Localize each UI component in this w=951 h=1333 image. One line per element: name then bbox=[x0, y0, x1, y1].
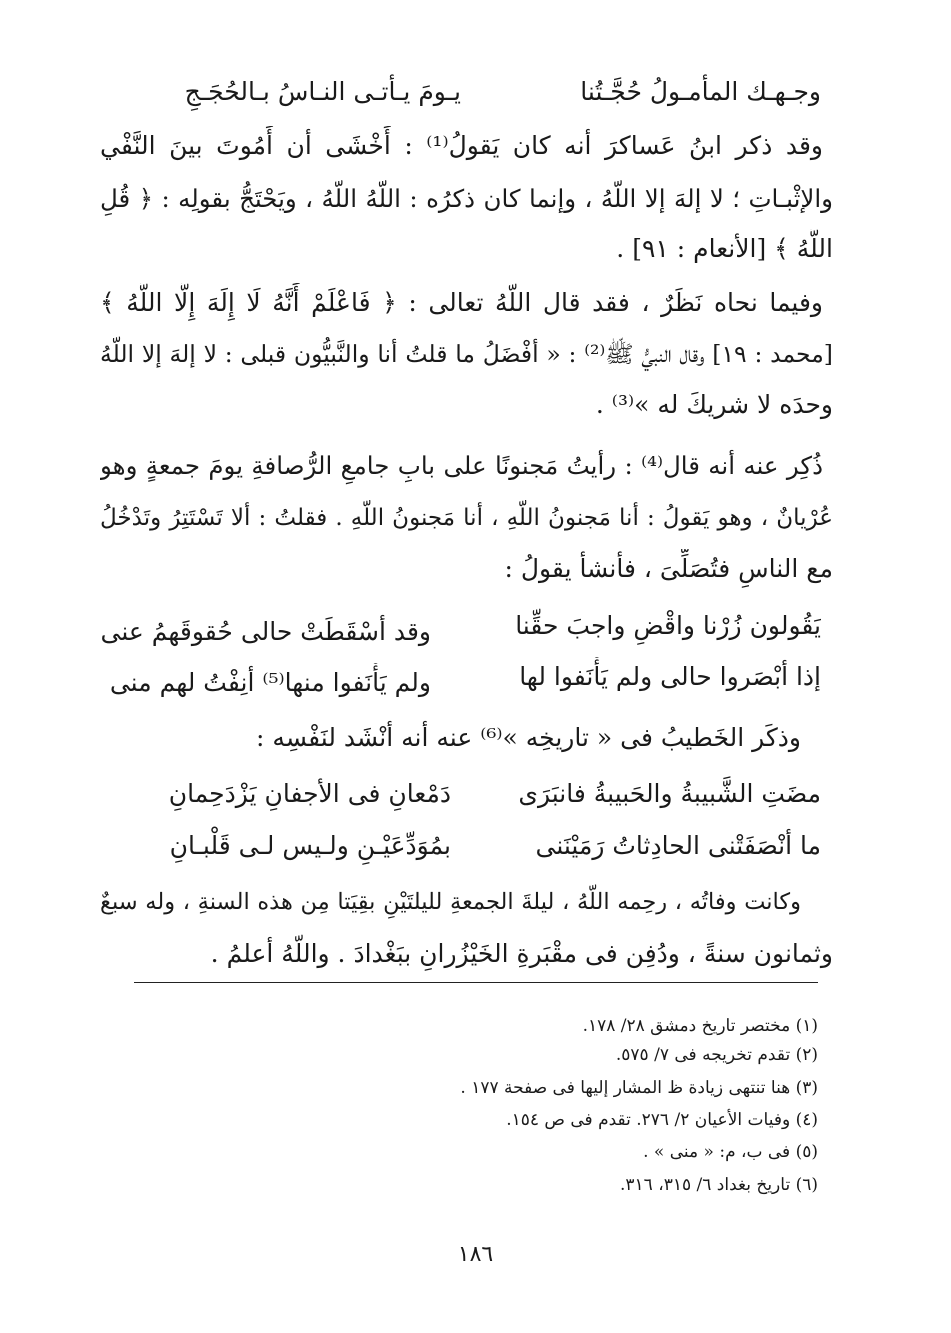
paragraph-5-line-2: وثمانون سنةً ، ودُفِن فى مقْبَرةِ الخَيْزُرانِ ببَغْدادَ . واللّهُ أعلمُ . bbox=[210, 939, 833, 968]
paragraph-2-line-3: وحدَه لا شريكَ له »⁽³⁾ . bbox=[595, 390, 833, 419]
page-number: ١٨٦ bbox=[457, 1242, 494, 1267]
footnote-5: (٥) فى ب، م: « منى » . bbox=[643, 1142, 818, 1162]
paragraph-1-line-2: والإثْبـاتِ ؛ لا إلهَ إلا اللّهُ ، وإنما كان ذكرُه : اللّهُ اللّهُ ، ويَحْتَجُّ بقولِه : ﴿ قُلِ bbox=[100, 184, 833, 213]
verse-1-left-hemistich: وقد أسْقَطَتْ حالى حُقوقَهمُ عنى bbox=[101, 617, 431, 646]
verse-3-right-hemistich: مضَتِ الشَّبيبةُ والحَبيبةُ فانبَرَى bbox=[518, 779, 821, 808]
paragraph-1-line-1: وقد ذكر ابنُ عَساكرَ أنه كان يَقولُ⁽¹⁾ : أَخْشَى أن أَمُوتَ بينَ النَّفْي bbox=[100, 131, 823, 160]
verse-3-left-hemistich: دَمْعانِ فى الأجفانِ يَزْدَحِمانِ bbox=[168, 779, 451, 808]
verse-top-left-hemistich: يـومَ يـأتـى النـاسُ بـالحُجَـجِ bbox=[184, 77, 461, 106]
verse-2-left-hemistich: ولم يَأْنَفوا منها⁽⁵⁾ أنِفْتُ لهم منى bbox=[109, 668, 431, 697]
paragraph-4: وذكَر الخَطيبُ فى « تاريخِه »⁽⁶⁾ عنه أنه أنْشَد لنَفْسِه : bbox=[256, 723, 801, 752]
footnote-4: (٤) وفيات الأعيان ٢/ ٢٧٦. تقدم فى ص ١٥٤. bbox=[506, 1110, 818, 1130]
verse-1-right-hemistich: يَقُولون زُرْنا واقْضِ واجبَ حقِّنا bbox=[515, 611, 821, 640]
footnote-6: (٦) تاريخ بغداد ٦/ ٣١٥، ٣١٦. bbox=[620, 1175, 818, 1195]
verse-top-right-hemistich: وجـهـك المأمـولُ حُجَّـتُنا bbox=[580, 77, 821, 106]
footnote-1: (١) مختصر تاريخ دمشق ٢٨/ ١٧٨. bbox=[582, 1016, 818, 1036]
paragraph-3-line-1: ذُكِر عنه أنه قال⁽⁴⁾ : رأيتُ مَجنونًا على بابِ جامعِ الرُّصافةِ يومَ جمعةٍ وهو bbox=[100, 451, 823, 480]
footnote-3: (٣) هنا تنتهى زيادة ظ المشار إليها فى صفحة ١٧٧ . bbox=[460, 1078, 818, 1098]
footnote-2: (٢) تقدم تخريجه فى ٧/ ٥٧٥. bbox=[615, 1045, 818, 1065]
verse-4-left-hemistich: بمُوَدِّعَيْـنِ ولـيس لـى قَلْبـانِ bbox=[169, 831, 451, 860]
paragraph-5-line-1: وكانت وفاتُه ، رحِمه اللّهُ ، ليلةَ الجمعةِ لليلتَيْنِ بقِيَتا مِن هذه السنةِ ، وله سبعٌ bbox=[100, 889, 801, 915]
paragraph-2-line-2: [محمد : ١٩] وقال النبيُّ ﷺ⁽²⁾ : « أفْضَلُ ما قلتُ أنا والنَّبيُّون قبلى : لا إلهَ إلا اللّهُ bbox=[100, 340, 833, 368]
verse-4-right-hemistich: ما أنْصَفَتْنى الحادِثاتُ رَمَيْنَنى bbox=[535, 831, 821, 860]
paragraph-3-line-2: عُرْيانٌ ، وهو يَقولُ : أنا مَجنونُ اللّهِ ، أنا مَجنونُ اللّهِ . فقلتُ : ألا تَسْتَتِرُ وتَدْخُلُ bbox=[100, 505, 833, 531]
verse-2-right-hemistich: إذا أبْصَروا حالى ولم يَأْنَفوا لها bbox=[519, 662, 821, 691]
paragraph-3-line-3: مع الناسِ فتُصَلِّىَ ، فأنشأ يقولُ : bbox=[504, 554, 833, 583]
paragraph-2-line-1: وفيما نحاه نَظَرٌ ، فقد قال اللّهُ تعالى : ﴿ فَاعْلَمْ أَنَّهُ لَا إِلَهَ إِلَّا اللَّهُ ﴾ bbox=[100, 288, 823, 317]
paragraph-1-line-3: اللَّهُ ﴾ [الأنعام : ٩١] . bbox=[616, 234, 833, 263]
footnote-separator bbox=[134, 982, 818, 983]
